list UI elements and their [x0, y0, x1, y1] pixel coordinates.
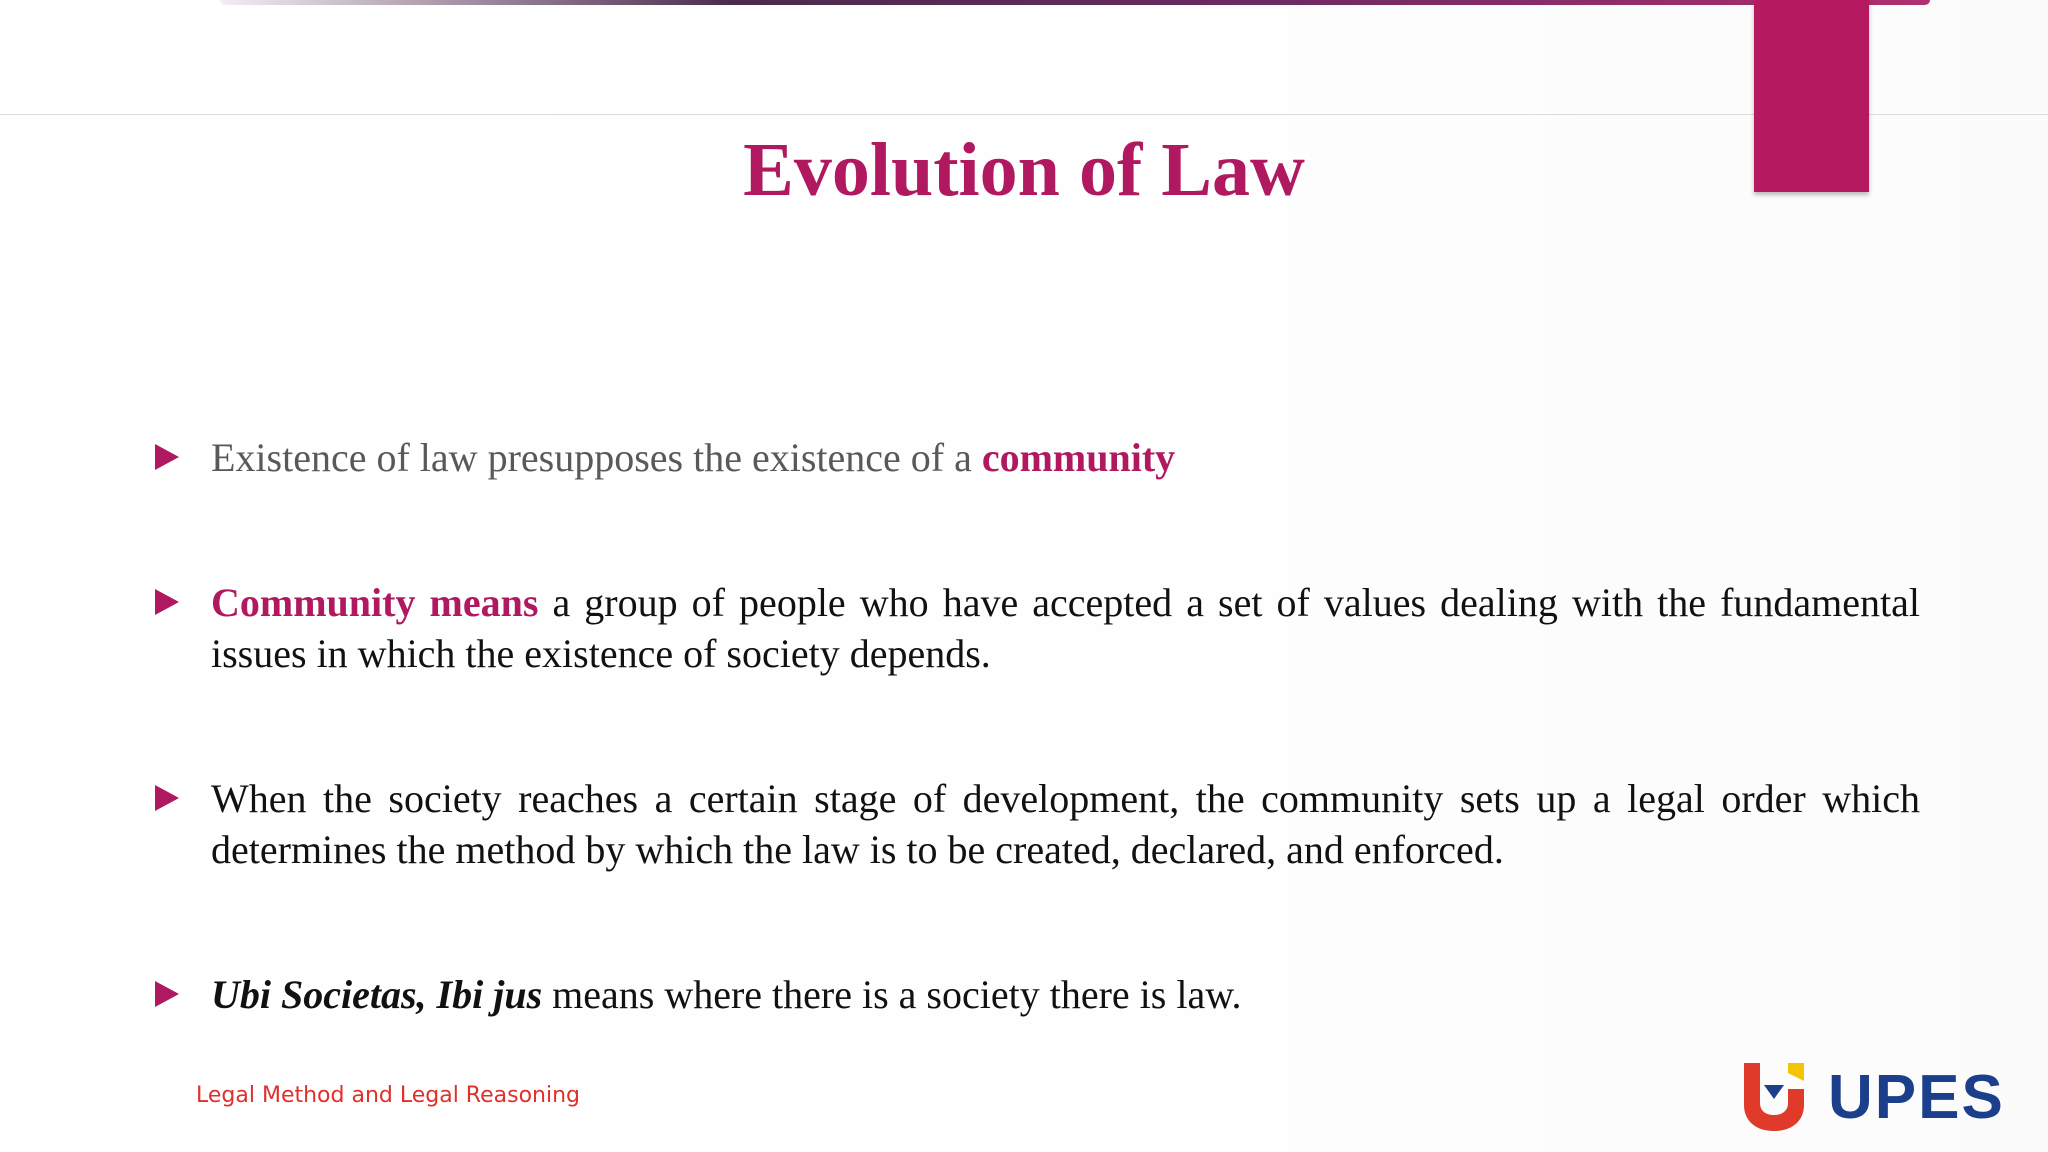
bullet-text-2: Community means a group of people who have accepted a set of values dealing with the fundamental issues in which the existence of society depends.: [211, 580, 1920, 676]
triangle-right-icon: [155, 432, 211, 482]
community-means-highlight: Community means: [211, 580, 539, 625]
header-divider: [0, 114, 2048, 115]
triangle-right-icon: [155, 577, 211, 627]
top-gradient-bar: [220, 0, 1930, 5]
upes-logo-icon: [1742, 1059, 1806, 1138]
bullet-item-2: [155, 577, 1920, 679]
latin-maxim: Ubi Societas, Ibi jus: [211, 972, 543, 1017]
upes-logo: [1742, 1058, 2022, 1138]
bullet-item-4: [155, 969, 1920, 1020]
slide-title: Evolution of Law: [743, 128, 1305, 212]
bullet-item-1: [155, 432, 1920, 483]
logo-wordmark: UPES: [1828, 1063, 2005, 1132]
community-highlight: community: [981, 435, 1176, 480]
bullet-text-3: When the society reaches a certain stage of development, the community sets up a legal order which determines the method by which the law is to be created, declared, and enforced.: [211, 776, 1920, 872]
bullet-text-4: Ubi Societas, Ibi jus means where there is a society there is law.: [211, 972, 1242, 1017]
bullet-text-1: Existence of law presupposes the existence of a community: [211, 435, 1176, 480]
footer-course-name: Legal Method and Legal Reasoning: [196, 1083, 581, 1108]
bullet-item-3: [155, 773, 1920, 875]
triangle-right-icon: [155, 969, 211, 1019]
triangle-right-icon: [155, 773, 211, 823]
